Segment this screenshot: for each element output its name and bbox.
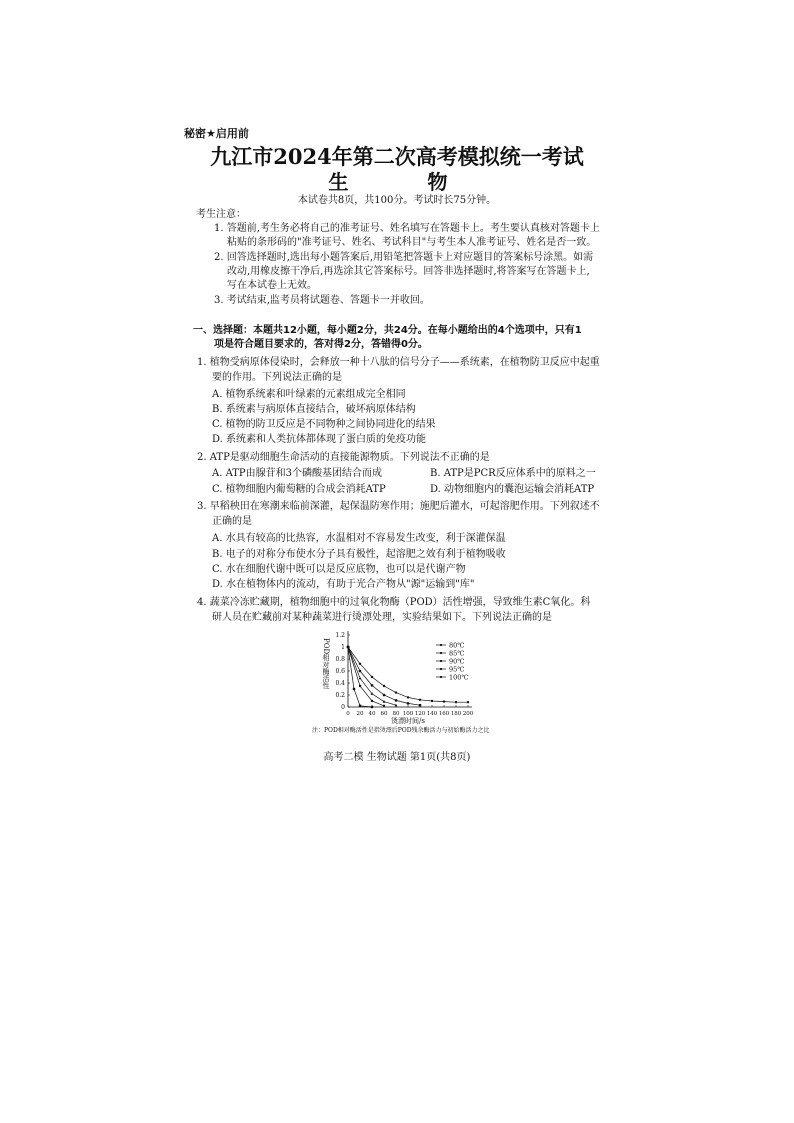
data-point — [443, 700, 445, 702]
section-heading: 项是符合题目要求的，答对得2分，答错得0分。 — [214, 339, 428, 350]
q1-option-c: C. 植物的防卫反应是不同物种之间协同进化的结果 — [212, 419, 436, 430]
x-tick-label: 140 — [426, 711, 438, 717]
y-axis-label: POD相对酶活性 — [322, 638, 330, 690]
data-point — [371, 700, 373, 702]
notice-item: 3. 考试结束,监考员将试题卷、答题卡一并收回。 — [214, 295, 430, 306]
x-tick-label: 40 — [368, 711, 376, 717]
q2-option-d: D. 动物细胞内的囊泡运输会消耗ATP — [430, 484, 595, 495]
data-point — [407, 696, 409, 698]
data-point — [455, 701, 457, 703]
data-point — [395, 699, 397, 701]
q3-stem: 3. 早稻秧田在寒潮来临前深灌，起保温防寒作用；施肥后灌水，可起溶肥作用。下列叙述不 — [197, 501, 600, 512]
y-tick-label: 1.2 — [335, 632, 345, 639]
legend-label: 95℃ — [449, 665, 465, 674]
series-line — [348, 647, 420, 705]
q3-stem: 正确的是 — [212, 516, 252, 527]
chart-note: 注：POD相对酶活性是指烫漂后POD残余酶活力与初始酶活力之比 — [312, 727, 490, 734]
series-line — [348, 647, 384, 706]
x-tick-label: 0 — [346, 711, 350, 717]
data-point — [371, 706, 373, 708]
legend-label: 90℃ — [449, 657, 465, 666]
x-tick-label: 180 — [450, 711, 462, 717]
x-tick-label: 160 — [438, 711, 450, 717]
x-tick-label: 60 — [380, 711, 388, 717]
legend-label: 80℃ — [449, 641, 465, 650]
notice-item: 1. 答题前,考生务必将自己的准考证号、姓名填写在答题卡上。考生要认真核对答题卡上 — [214, 223, 600, 234]
data-point — [419, 704, 421, 706]
page-footer: 高考二模 生物试题 第1页(共8页) — [323, 752, 471, 763]
pod-activity-chart — [312, 620, 508, 738]
legend-marker — [440, 676, 442, 678]
y-tick-label: 0.8 — [335, 656, 345, 663]
legend-marker — [440, 668, 442, 670]
exam-info: 本试卷共8页，共100分。考试时长75分钟。 — [297, 195, 497, 206]
q1-stem: 1. 植物受病原体侵染时，会释放一种十八肽的信号分子——系统素，在植物防卫反应中起重 — [197, 357, 600, 368]
notice-item: 改动,用橡皮擦干净后,再选涂其它答案标号。回答非选择题时,将答案写在答题卡上, — [227, 266, 590, 277]
q4-stem: 4. 蔬菜冷冻贮藏期，植物细胞中的过氧化物酶（POD）活性增强，导致维生素C氧化。科 — [197, 597, 591, 608]
data-point — [371, 684, 373, 686]
legend-label: 100℃ — [449, 673, 469, 682]
y-tick-label: 0 — [341, 704, 345, 711]
data-point — [383, 700, 386, 703]
y-tick-label: 0.6 — [335, 668, 345, 675]
x-tick-label: 80 — [392, 711, 400, 717]
section-heading: 一、选择题：本题共12小题，每小题2分，共24分。在每小题给出的4个选项中，只有1 — [193, 325, 582, 336]
y-tick-label: 0.4 — [335, 680, 345, 687]
q1-option-a: A. 植物系统素和叶绿素的元素组成完全相同 — [212, 389, 406, 400]
notice-label: 考生注意： — [196, 209, 246, 220]
q3-option-c: C. 水在细胞代谢中既可以是反应底物，也可以是代谢产物 — [212, 564, 466, 575]
data-point — [347, 646, 349, 648]
legend-label: 85℃ — [449, 649, 465, 658]
data-point — [359, 677, 362, 680]
x-tick-label: 100 — [402, 711, 414, 717]
q2-option-c: C. 植物细胞内葡萄糖的合成会消耗ATP — [212, 484, 386, 495]
q3-option-b: B. 电子的对称分布使水分子具有极性，起溶肥之效有利于植物吸收 — [212, 549, 506, 560]
data-point — [359, 705, 361, 707]
data-point — [383, 685, 385, 687]
data-point — [359, 663, 361, 665]
exam-title: 九江市2024年第二次高考模拟统一考试 — [210, 144, 584, 169]
legend-marker — [440, 652, 442, 654]
legend-marker — [440, 644, 442, 646]
notice-item: 粘贴的条形码的"准考证号、姓名、考试科目"与考生本人准考证号、姓名是否一致。 — [227, 237, 597, 248]
data-point — [353, 688, 355, 690]
q1-option-d: D. 系统素和人类抗体都体现了蛋白质的免疫功能 — [212, 434, 427, 445]
q1-option-b: B. 系统素与病原体直接结合，破坏病原体结构 — [212, 404, 416, 415]
data-point — [395, 691, 397, 693]
data-point — [383, 705, 385, 707]
data-point — [467, 701, 469, 703]
q2-option-b: B. ATP是PCR反应体系中的原料之一 — [430, 468, 596, 479]
x-tick-label: 20 — [356, 711, 364, 717]
x-axis-label: 烫漂时间/s — [391, 717, 425, 725]
q3-option-a: A. 水具有较高的比热容，水温相对不容易发生改变，利于深灌保温 — [212, 533, 506, 544]
notice-item: 2. 回答选择题时,选出每小题答案后,用铅笔把答题卡上对应题目的答案标号涂黑。如需 — [214, 252, 594, 263]
q2-option-a: A. ATP由腺苷和3个磷酸基团结合而成 — [212, 468, 383, 479]
q1-stem: 要的作用。下列说法正确的是 — [212, 372, 342, 383]
notice-item: 写在本试卷上无效。 — [227, 280, 317, 291]
y-tick-label: 1 — [341, 644, 345, 651]
data-point — [431, 700, 433, 702]
q3-option-d: D. 水在植物体内的流动，有助于光合产物从"源"运输到"库" — [212, 579, 475, 590]
chart-svg — [312, 620, 508, 738]
q2-stem: 2. ATP是驱动细胞生命活动的直接能源物质。下列说法不正确的是 — [197, 452, 490, 463]
data-point — [407, 702, 409, 704]
x-tick-label: 200 — [462, 711, 474, 717]
data-point — [359, 685, 361, 687]
data-point — [419, 699, 421, 701]
data-point — [371, 676, 373, 678]
confidential-mark: 秘密★启用前 — [184, 127, 249, 140]
data-point — [359, 670, 361, 672]
y-tick-label: 0.2 — [335, 692, 345, 699]
legend-marker — [440, 660, 442, 662]
q4-stem: 研人员在贮藏前对某种蔬菜进行烫漂处理，实验结果如下。下列说法正确的是 — [212, 612, 552, 623]
data-point — [383, 694, 385, 696]
x-tick-label: 120 — [414, 711, 426, 717]
subject-title: 生 物 — [328, 170, 484, 194]
